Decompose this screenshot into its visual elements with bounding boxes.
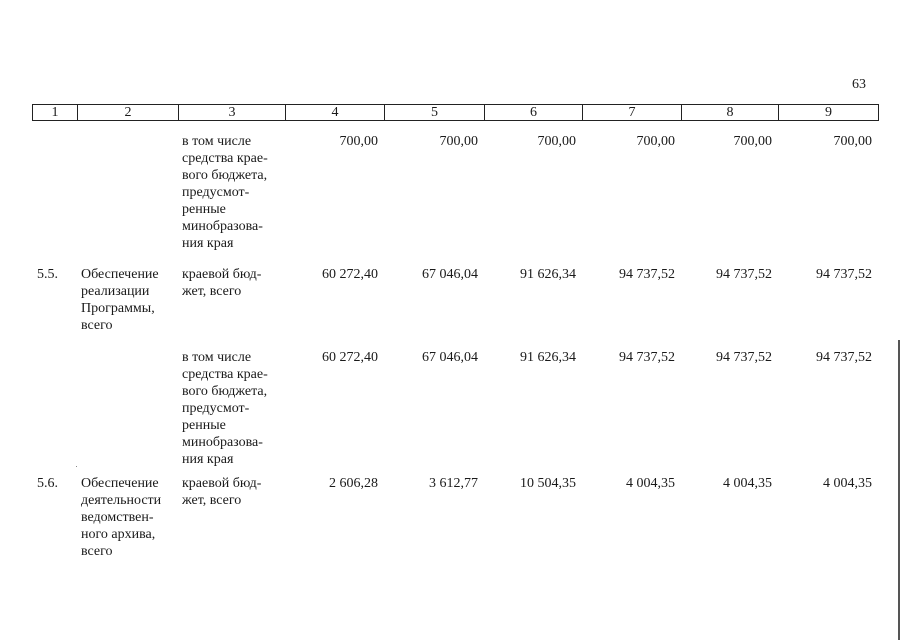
table-row bbox=[32, 121, 878, 253]
scan-speck bbox=[76, 466, 77, 467]
value-col-5: 67 046,04 bbox=[422, 350, 478, 365]
value-col-9: 94 737,52 bbox=[816, 350, 872, 365]
value-col-4: 700,00 bbox=[339, 134, 378, 149]
header-col-3: 3 bbox=[179, 105, 286, 121]
header-col-4: 4 bbox=[286, 105, 385, 121]
header-col-1: 1 bbox=[33, 105, 78, 121]
value-col-8: 94 737,52 bbox=[716, 267, 772, 282]
value-col-9: 94 737,52 bbox=[816, 267, 872, 282]
row-number bbox=[32, 339, 77, 475]
header-col-8: 8 bbox=[682, 105, 779, 121]
row-name: Обеспечение реализации Программы, всего bbox=[81, 267, 159, 333]
scan-edge-line bbox=[898, 340, 900, 640]
value-col-5: 67 046,04 bbox=[422, 267, 478, 282]
value-col-7: 94 737,52 bbox=[619, 267, 675, 282]
table-body bbox=[32, 121, 878, 575]
funding-source: в том числе средства крае- вого бюджета, предусмот- ренные минобразова- ния края bbox=[182, 350, 268, 467]
value-col-9: 4 004,35 bbox=[823, 476, 872, 491]
page-number: 63 bbox=[852, 77, 866, 92]
table-row bbox=[32, 253, 878, 339]
value-col-7: 94 737,52 bbox=[619, 350, 675, 365]
value-col-9: 700,00 bbox=[833, 134, 872, 149]
table-row bbox=[32, 475, 878, 575]
value-col-6: 91 626,34 bbox=[520, 267, 576, 282]
value-col-7: 700,00 bbox=[636, 134, 675, 149]
header-col-6: 6 bbox=[485, 105, 583, 121]
column-number-header bbox=[32, 104, 879, 121]
value-col-6: 91 626,34 bbox=[520, 350, 576, 365]
row-number: 5.6. bbox=[37, 476, 58, 491]
value-col-4: 2 606,28 bbox=[329, 476, 378, 491]
table-row bbox=[32, 339, 878, 475]
budget-table bbox=[32, 121, 878, 575]
header-col-5: 5 bbox=[385, 105, 485, 121]
value-col-5: 700,00 bbox=[439, 134, 478, 149]
value-col-6: 10 504,35 bbox=[520, 476, 576, 491]
value-col-7: 4 004,35 bbox=[626, 476, 675, 491]
funding-source: в том числе средства крае- вого бюджета, предусмот- ренные минобразова- ния края bbox=[182, 134, 268, 251]
value-col-4: 60 272,40 bbox=[322, 350, 378, 365]
value-col-5: 3 612,77 bbox=[429, 476, 478, 491]
header-col-2: 2 bbox=[78, 105, 179, 121]
row-name: Обеспечение деятельности ведомствен- ного архива, всего bbox=[81, 476, 162, 559]
value-col-8: 94 737,52 bbox=[716, 350, 772, 365]
value-col-8: 4 004,35 bbox=[723, 476, 772, 491]
funding-source: краевой бюд- жет, всего bbox=[182, 267, 262, 299]
row-number bbox=[32, 121, 77, 253]
value-col-4: 60 272,40 bbox=[322, 267, 378, 282]
header-col-7: 7 bbox=[583, 105, 682, 121]
funding-source: краевой бюд- жет, всего bbox=[182, 476, 262, 508]
header-col-9: 9 bbox=[779, 105, 879, 121]
row-number: 5.5. bbox=[37, 267, 58, 282]
value-col-6: 700,00 bbox=[537, 134, 576, 149]
value-col-8: 700,00 bbox=[733, 134, 772, 149]
